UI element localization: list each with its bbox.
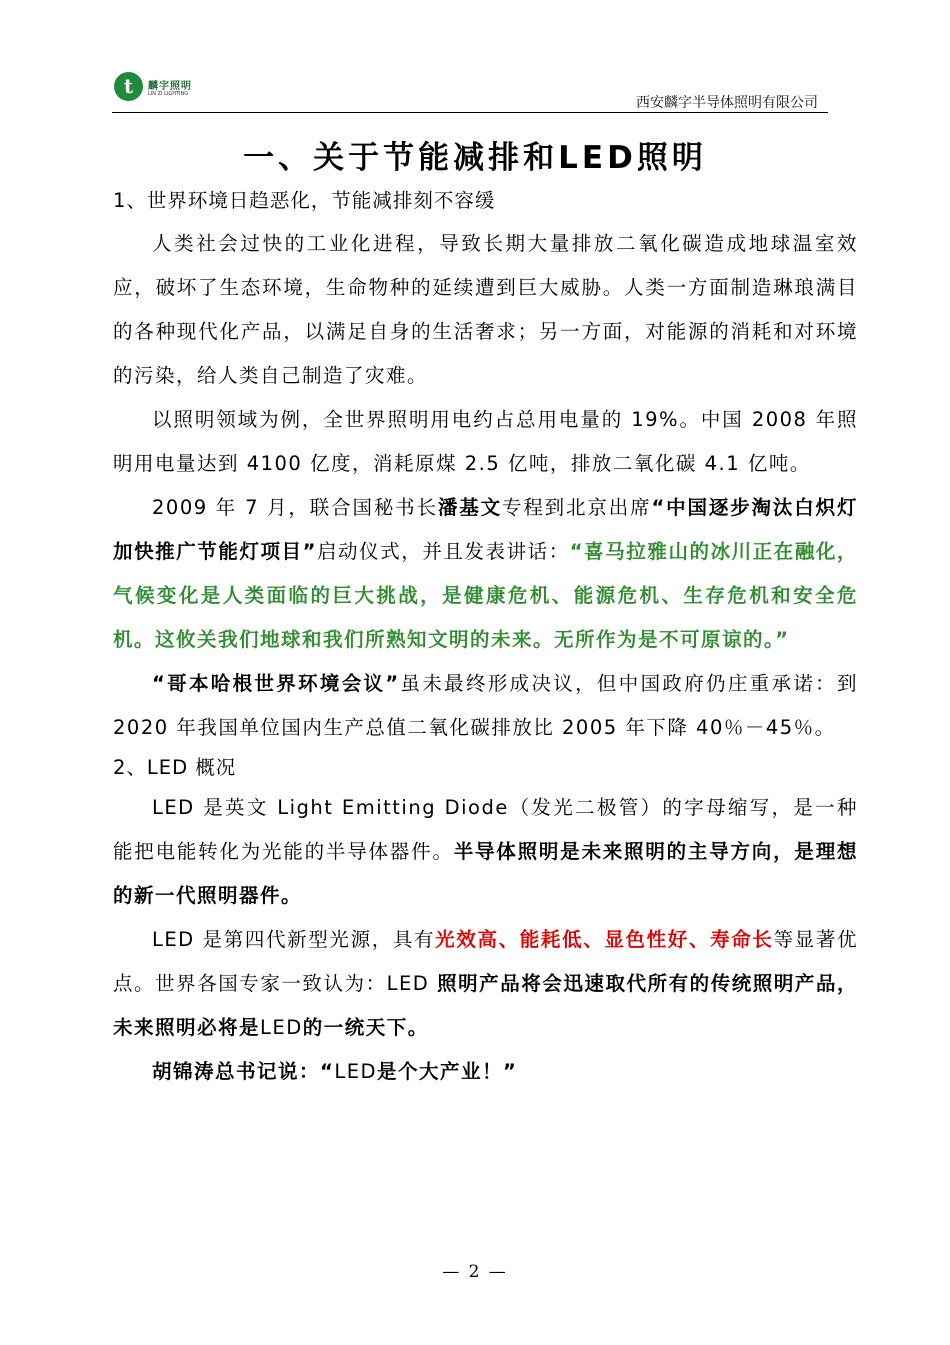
- p7-quote: 胡锦涛总书记说：“: [152, 1060, 335, 1083]
- p7-led: LED: [334, 1060, 378, 1083]
- p3-text: 2009 年 7 月，联合国秘书长: [152, 496, 438, 519]
- p6-led: LED: [260, 1016, 303, 1039]
- p6-text: 等显著优点。世界各国专家一致认为：LED: [113, 928, 858, 995]
- company-logo: [112, 70, 212, 104]
- paragraph-6: [113, 918, 858, 1050]
- logo-brand-en: LIN ZI LIGHTING: [148, 91, 189, 97]
- paragraph-3: [113, 486, 858, 662]
- document-body: [113, 183, 858, 1094]
- p4-conference: “哥本哈根世界环境会议”: [152, 672, 400, 695]
- p7-quote: 是个大产业！”: [377, 1060, 518, 1083]
- section-1-heading: 1、世界环境日趋恶化，节能减排刻不容缓: [113, 189, 496, 212]
- p3-text: 专程到北京出席: [501, 496, 652, 519]
- p3-quote: “喜马拉雅山的冰川正在融化，气候变化是人类面临的巨大挑战，是健康危机、能源危机、生存危机和安全危机。这攸关我们地球和我们所熟知文明的未来。无所作为是不可原谅的。”: [113, 540, 858, 651]
- paragraph-1: 人类社会过快的工业化进程，导致长期大量排放二氧化碳造成地球温室效应，破坏了生态环境，生命物种的延续遭到巨大威胁。人类一方面制造琳琅满目的各种现代化产品，以满足自身的生活奢求；另一方面，对能源的消耗和对环境的污染，给人类自己制造了灾难。: [113, 232, 858, 387]
- header-rule: [112, 112, 828, 113]
- p5-text: LED 是英文 Light Emitting Diode（发光二极管）的字母缩写，是一种能把电能转化为光能的半导体器件。: [113, 796, 858, 863]
- p3-text: 启动仪式，并且发表讲话：: [316, 540, 570, 563]
- p6-advantages: 光效高、能耗低、显色性好、寿命长: [435, 928, 774, 951]
- company-name: 西安麟字半导体照明有限公司: [636, 95, 818, 111]
- logo-brand-cn: 麟字照明: [148, 81, 192, 92]
- p3-project: “中国逐步淘汰白炽灯加快推广节能灯项目”: [113, 496, 858, 563]
- p3-name: 潘基文: [437, 496, 502, 519]
- paragraph-2: 以照明领域为例，全世界照明用电约占总用电量的 19%。中国 2008 年照明用电量达到 4100 亿度，消耗原煤 2.5 亿吨，排放二氧化碳 4.1 亿吨。: [113, 408, 858, 475]
- page-title: 一、关于节能减排和LED照明: [243, 140, 707, 176]
- p6-emphasis: 的一统天下。: [302, 1016, 429, 1039]
- paragraph-5: [113, 786, 858, 918]
- section-2-heading: 2、LED 概况: [113, 756, 237, 779]
- p6-text: LED 是第四代新型光源，具有: [152, 928, 436, 951]
- logo-icon: t: [114, 72, 143, 101]
- paragraph-4: [113, 662, 858, 750]
- p6-emphasis: 照明产品将会迅速取代所有的传统照明产品，未来照明必将是: [113, 972, 858, 1039]
- p5-emphasis: 半导体照明是未来照明的主导方向，是理想的新一代照明器件。: [113, 840, 858, 907]
- page-header: [112, 70, 828, 114]
- p4-text: 虽未最终形成决议，但中国政府仍庄重承诺：到 2020 年我国单位国内生产总值二氧化碳排放比 2005 年下降 40％－45％。: [113, 672, 858, 739]
- page-number: — 2 —: [442, 1262, 508, 1282]
- paragraph-7: [113, 1050, 858, 1094]
